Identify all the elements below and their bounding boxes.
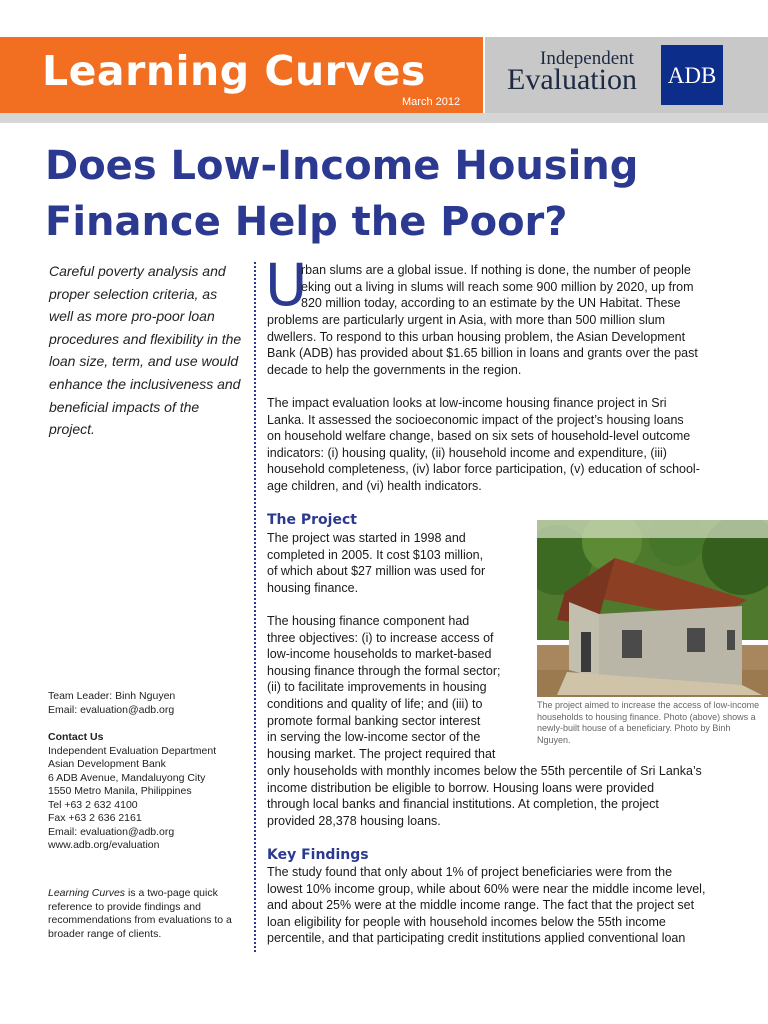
photo-caption: The project aimed to increase the access of low-income households to housing finance. Photo (above) shows a newly-built house of a beneficiary. Photo by Binh Nguyen. <box>537 700 760 745</box>
drop-cap: U <box>265 251 308 319</box>
text-line: completed in 2005. It cost $103 million, <box>267 547 484 562</box>
intro-summary: Careful poverty analysis and proper selection criteria, as well as more pro-poor loan procedures and flexibility in the loan size, term, and use would enhance the inclusiveness and beneficial impacts of the project. <box>49 263 242 438</box>
text-line: and about 25% were at the middle income range. The fact that the project set <box>267 898 695 913</box>
contact-line: Fax +63 2 636 2161 <box>48 812 142 824</box>
text-line: rban slums are a global issue. If nothing is done, the number of people <box>301 263 691 277</box>
logo-evaluation: Evaluation <box>507 63 637 96</box>
text-line: (ii) to facilitate improvements in housing <box>267 680 487 695</box>
paragraph-4-continued <box>267 763 702 829</box>
house-illustration <box>537 520 768 697</box>
text-line: The impact evaluation looks at low-income housing finance project in Sri <box>267 396 667 410</box>
contact-lines <box>48 745 248 853</box>
text-line: of which about $27 million was used for <box>267 564 486 579</box>
top-margin <box>0 0 768 37</box>
text-line: dwellers. To respond to this urban housing problem, the Asian Development <box>267 329 686 344</box>
text-line: low-income households to market-based <box>267 647 492 662</box>
text-line: housing finance through the formal sector; <box>267 663 501 678</box>
contact-line: Tel +63 2 632 4100 <box>48 798 138 811</box>
text-line: indicators: (i) housing quality, (ii) household income and expenditure, (iii) <box>267 445 667 460</box>
paragraph-2 <box>267 395 700 495</box>
text-line: three objectives: (i) to increase access of <box>267 630 494 645</box>
text-line: loan eligibility for people with household incomes below the 55th income <box>267 914 666 929</box>
learning-curves-note-title: Learning Curves <box>48 887 126 899</box>
text-line: problems are particularly urgent in Asia, with more than 500 million slum <box>267 313 666 327</box>
contact-line: 6 ADB Avenue, Mandaluyong City <box>48 771 206 784</box>
header-rule <box>0 113 768 123</box>
text-line: lowest 10% income group, while about 60% were near the middle income level, <box>267 881 706 896</box>
text-line: housing finance. <box>267 580 359 595</box>
section-heading-the-project: The Project <box>267 512 357 528</box>
adb-logo-text: ADB <box>667 63 717 88</box>
text-line: on household welfare change, based on six sets of household-level outcome <box>267 429 691 444</box>
contact-block <box>48 690 248 853</box>
team-leader: Team Leader: Binh Nguyen <box>48 690 176 702</box>
paragraph-1-opening <box>301 262 694 312</box>
section-heading-key-findings: Key Findings <box>267 847 369 863</box>
text-line: conditions and quality of life; and (iii) to <box>267 696 483 711</box>
learning-curves-note <box>48 887 253 941</box>
text-line: only households with monthly incomes below the 55th percentile of Sri Lanka’s <box>267 764 702 778</box>
text-line: 820 million today, according to an estimate by the UN Habitat. These <box>301 296 681 311</box>
adb-logo <box>661 45 723 105</box>
text-line: promote formal banking sector interest <box>267 713 481 728</box>
text-line: The housing finance component had <box>267 614 470 628</box>
contact-heading: Contact Us <box>48 731 104 743</box>
text-line: household completeness, (iv) labor force participation, (v) education of school- <box>267 462 700 477</box>
column-divider <box>254 262 256 952</box>
text-line: percentile, and that participating credit institutions applied conventional loan <box>267 931 686 946</box>
paragraph-4 <box>267 613 500 762</box>
text-line: decade to help the governments in the region. <box>267 362 522 377</box>
house-photo <box>537 520 768 697</box>
page-title-line-1: Does Low-Income Housing <box>45 143 639 189</box>
text-line: Lanka. It assessed the socioeconomic impact of the project’s housing loans <box>267 412 684 427</box>
text-line: housing market. The project required that <box>267 746 496 761</box>
issue-date: March 2012 <box>402 96 461 108</box>
learning-curves-note-text: is a two-page quick reference to provide findings and recommendations from evaluations to a broader range of clients. <box>48 887 232 940</box>
text-line: through local banks and financial institutions. At completion, the project <box>267 797 659 812</box>
text-line: in serving the low-income sector of the <box>267 730 481 745</box>
text-line: The study found that only about 1% of project beneficiaries were from the <box>267 865 673 879</box>
text-line: The project was started in 1998 and <box>267 531 466 545</box>
masthead-title: Learning Curves <box>42 47 426 95</box>
contact-line: Email: evaluation@adb.org <box>48 825 175 838</box>
team-email: Email: evaluation@adb.org <box>48 703 175 716</box>
contact-line: Independent Evaluation Department <box>48 744 217 757</box>
contact-line: www.adb.org/evaluation <box>48 839 160 851</box>
logo-independent: Independent <box>540 48 634 69</box>
paragraph-1-continued <box>267 312 698 378</box>
text-line: provided 28,378 housing loans. <box>267 813 441 828</box>
text-line: age children, and (vi) health indicators. <box>267 478 482 493</box>
page-title <box>45 138 745 250</box>
contact-line: Asian Development Bank <box>48 758 166 770</box>
paragraph-3 <box>267 530 485 596</box>
contact-line: 1550 Metro Manila, Philippines <box>48 785 192 797</box>
text-line: eking out a living in slums will reach some 900 million by 2020, up from <box>301 279 694 294</box>
text-line: income distribution be eligible to borrow. Housing loans were provided <box>267 780 655 795</box>
page-title-line-2: Finance Help the Poor? <box>45 199 568 245</box>
paragraph-5 <box>267 864 705 947</box>
text-line: Bank (ADB) has provided about $1.65 billion in loans and grants over the past <box>267 346 698 361</box>
